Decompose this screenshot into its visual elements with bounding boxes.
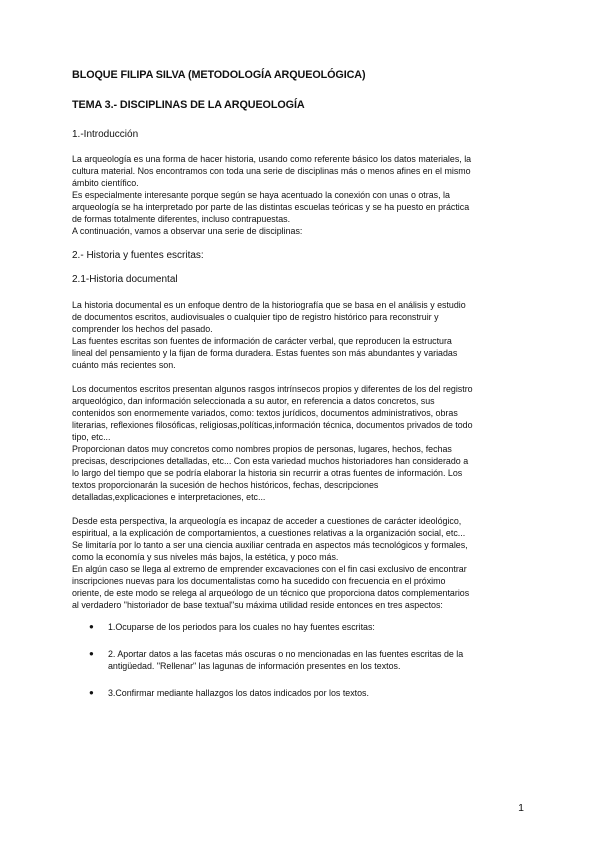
text-line: ámbito científico. <box>72 178 139 188</box>
text-line: cultura material. Nos encontramos con toda una serie de disciplinas más o menos afines en el mismo <box>72 166 471 176</box>
text-line: textos proporcionarán la sucesión de hechos históricos, fechas, descripciones <box>72 480 379 490</box>
text-line: espiritual, a la explicación de comportamientos, a cuestiones relativas a la organización social, etc... <box>72 528 466 538</box>
text-line: Desde esta perspectiva, la arqueología es incapaz de acceder a cuestiones de carácter ideológico, <box>72 516 462 526</box>
page-number: 1 <box>518 802 524 814</box>
text-line: tipo, etc... <box>72 432 111 442</box>
text-line: comprender los hechos del pasado. <box>72 324 213 334</box>
bullet-icon: ● <box>89 688 94 697</box>
text-line: al verdadero "historiador de base textual"su máxima utilidad reside entonces en tres aspectos: <box>72 600 443 610</box>
text-line: A continuación, vamos a observar una serie de disciplinas: <box>72 226 303 236</box>
bullet-icon: ● <box>89 622 94 631</box>
historia-paragraph-3 <box>72 515 532 611</box>
text-line: 3.Confirmar mediante hallazgos los datos indicados por los textos. <box>108 688 369 698</box>
list-item <box>72 687 532 699</box>
subsection-heading-historia-documental: 2.1-Historia documental <box>72 274 178 285</box>
text-line: arqueología se ha interpretado por parte de las distintas escuelas teóricas y se ha puesto en práctica <box>72 202 470 212</box>
text-line: literarias, reflexiones filosóficas, religiosas,políticas,información técnica, documentos privados de todo <box>72 420 473 430</box>
text-line: Es especialmente interesante porque según se haya acentuado la conexión con unas o otras, la <box>72 190 450 200</box>
text-line: lineal del pensamiento y la fijan de forma duradera. Estas fuentes son más abundantes y variadas <box>72 348 458 358</box>
historia-paragraph-2 <box>72 383 532 503</box>
text-line: de documentos escritos, audiovisuales o cualquier tipo de registro histórico para reconstruir y <box>72 312 439 322</box>
section-heading-introduccion: 1.-Introducción <box>72 129 139 140</box>
text-line: antigüedad. "Rellenar" las lagunas de información presentes en los textos. <box>108 661 401 671</box>
list-item <box>72 621 532 633</box>
text-line: de formas totalmente diferentes, incluso contrapuestas. <box>72 214 291 224</box>
text-line: Se limitaría por lo tanto a ser una ciencia auxiliar centrada en aspectos más tecnológicos y formales, <box>72 540 468 550</box>
text-line: 2. Aportar datos a las facetas más oscuras o no mencionadas en las fuentes escritas de la <box>108 649 464 659</box>
text-line: Las fuentes escritas son fuentes de información de carácter verbal, que reproducen la estructura <box>72 336 452 346</box>
intro-paragraph <box>72 153 532 237</box>
text-line: como la economía y sus niveles más bajos, la estética, y poco más. <box>72 552 339 562</box>
text-line: Los documentos escritos presentan algunos rasgos intrínsecos propios y diferentes de los del registro <box>72 384 473 394</box>
text-line: En algún caso se llega al extremo de emprender excavaciones con el fin casi exclusivo de encontrar <box>72 564 467 574</box>
text-line: lo largo del tiempo que se podría elaborar la historia sin recurrir a otras fuentes de información. Los <box>72 468 463 478</box>
historia-paragraph-1 <box>72 299 532 371</box>
list-item <box>72 648 532 672</box>
aspects-bullet-list <box>72 621 532 699</box>
text-line: La historia documental es un enfoque dentro de la historiografía que se basa en el análisis y estudio <box>72 300 466 310</box>
text-line: La arqueología es una forma de hacer historia, usando como referente básico los datos materiales, la <box>72 154 472 164</box>
text-line: detalladas,explicaciones e interpretaciones, etc... <box>72 492 266 502</box>
text-line: arqueológico, dan información seleccionada a su autor, en referencia a datos concretos, sus <box>72 396 435 406</box>
text-line: 1.Ocuparse de los periodos para los cuales no hay fuentes escritas: <box>108 622 375 632</box>
text-line: inscripciones nuevas para los documentalistas como ha sucedido con frecuencia en el próximo <box>72 576 446 586</box>
text-line: precisas, descripciones detalladas, etc... Con esta variedad muchos historiadores han considerado a <box>72 456 469 466</box>
document-title: BLOQUE FILIPA SILVA (METODOLOGÍA ARQUEOLÓGICA) <box>72 69 366 81</box>
text-line: cuánto más recientes son. <box>72 360 176 370</box>
document-subtitle: TEMA 3.- DISCIPLINAS DE LA ARQUEOLOGÍA <box>72 99 305 111</box>
text-line: oriente, de este modo se relega al arqueólogo de un técnico que proporciona datos complementarios <box>72 588 470 598</box>
text-line: Proporcionan datos muy concretos como nombres propios de personas, lugares, hechos, fechas <box>72 444 452 454</box>
text-line: contenidos son enormemente variados, como: textos jurídicos, documentos administrativos, obras <box>72 408 458 418</box>
section-heading-historia: 2.- Historia y fuentes escritas: <box>72 250 204 261</box>
bullet-icon: ● <box>89 649 94 658</box>
